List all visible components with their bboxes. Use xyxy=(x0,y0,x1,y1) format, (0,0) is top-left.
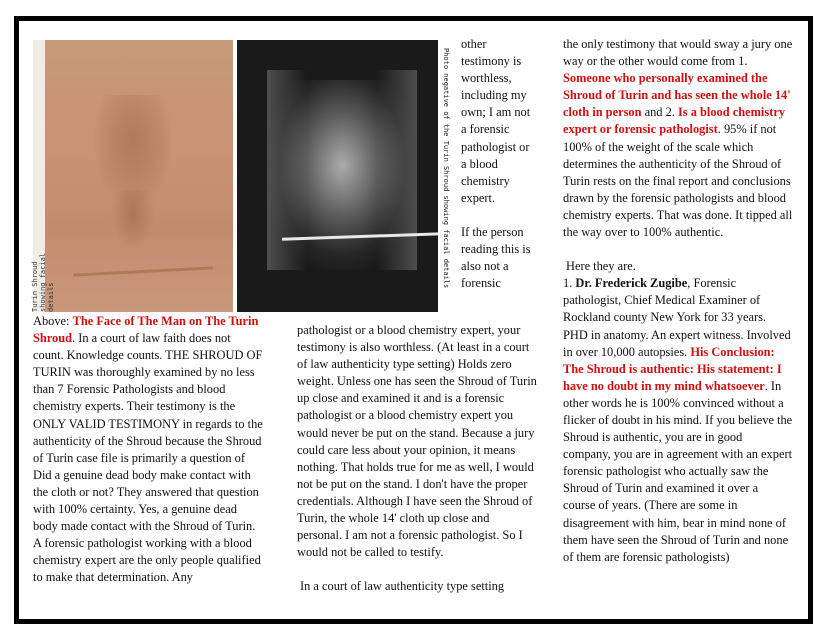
col3-p1-highlight-1: Someone who personally examined the Shroud of Turin and has seen the whole 14' cloth in person xyxy=(563,71,791,120)
col3-p1-end: . 95% if not 100% of the weight of the scale which determines the authenticity of the Shroud of Turin rests on the final report and conclusions drawn by the forensic pathologists and blood chemistry experts. That was done. It tipped all the way over to 100% authentic. xyxy=(563,122,793,240)
shroud-beard-image xyxy=(111,190,155,250)
column-three xyxy=(563,36,793,566)
col3-paragraph-1 xyxy=(563,36,793,241)
shroud-crease-line xyxy=(73,266,213,276)
col2-paragraph-1: other testimony is worthless, including my own; I am not a forensic pathologist or a blood chemistry expert. xyxy=(461,37,531,205)
caption-prefix: Above: xyxy=(33,314,73,328)
caption-highlight: The Face of The Man on The Turin Shroud xyxy=(33,314,259,346)
expert-conclusion: His Conclusion: The Shroud is authentic: His statement: I have no doubt in my mind whatsoever xyxy=(563,344,782,393)
column-two-narrow xyxy=(461,36,536,292)
col3-p1-highlight-2: Is a blood chemistry expert or forensic pathologist xyxy=(563,105,786,137)
right-photo-caption: Photo negative of the Turin Shroud showing facial details xyxy=(438,40,452,312)
col3-p1-start: the only testimony that would sway a jury one way or the other would come from 1. xyxy=(563,37,793,69)
column-one xyxy=(33,313,263,587)
col3-p3-end: . In other words he is 100% convinced without a flicker of doubt in his mind. If you believe the Shroud is authentic, you are in good company, you are in agreement with an expert forensic pathologist who actually saw the Shroud of Turin and examined it over a course of years. (There are some in disagreement with him, bear in mind none of them have seen the Shroud of Turin and none of them are forensic pathologists) xyxy=(563,378,793,564)
col3-p1-mid: and 2. xyxy=(641,105,678,120)
col2-paragraph-2: If the person reading this is also not a forensic xyxy=(461,224,531,291)
left-photo-caption: Turin Shroud showing facial details xyxy=(31,252,55,312)
shroud-face-photo xyxy=(33,40,233,312)
negative-face-image xyxy=(267,80,417,270)
col3-p3-body: , Forensic pathologist, Chief Medical Examiner of Rockland county New York for 33 years. PHD in anatomy. An expert witness. Involved in over 10,000 autopsies. xyxy=(563,276,791,359)
expert-name: Dr. Frederick Zugibe xyxy=(575,276,688,291)
caption-paragraph xyxy=(33,313,263,587)
col3-paragraph-3 xyxy=(563,275,793,566)
col2-paragraph-4: In a court of law authenticity type setting xyxy=(300,579,505,594)
col3-p3-number: 1. xyxy=(563,276,576,291)
shroud-face-image xyxy=(95,95,171,205)
caption-body: . In a court of law faith does not count. Knowledge counts. THE SHROUD OF TURIN was thoroughly examined by no less than 7 Forensic Pathologists and blood chemistry experts. Their testimony is the ONLY VALID TESTIMONY in regards to the authenticity of the Shroud because the Shroud of Turin case file is primarily a question of Did a genuine dead body make contact with the cloth or not? They answered that question with 100% certainty. Yes, a genuine dead body made contact with the Shroud of Turin. A forensic pathologist working with a blood chemistry expert are the only people qualified to make that determination. Any xyxy=(33,331,263,585)
col2-paragraph-3: pathologist or a blood chemistry expert, your testimony is also worthless. (At least in a court of law authenticity type setting) Holds zero weight. Unless one has seen the Shroud of Turin up close and examined it and is a forensic pathologist or a blood chemistry expert you would never be put on the stand. Because a jury could care less about your opinion, it means nothing. That holds true for me as well, I would not be put on the stand. I don't have the proper credentials. Although I have seen the Shroud of Turin, the whole 14' cloth up close and personal. I am not a forensic pathologist. So I would not be called to testify. xyxy=(297,323,537,560)
column-two-wide xyxy=(297,322,537,595)
shroud-negative-photo xyxy=(237,40,452,312)
col3-paragraph-2: Here they are. xyxy=(566,259,636,274)
